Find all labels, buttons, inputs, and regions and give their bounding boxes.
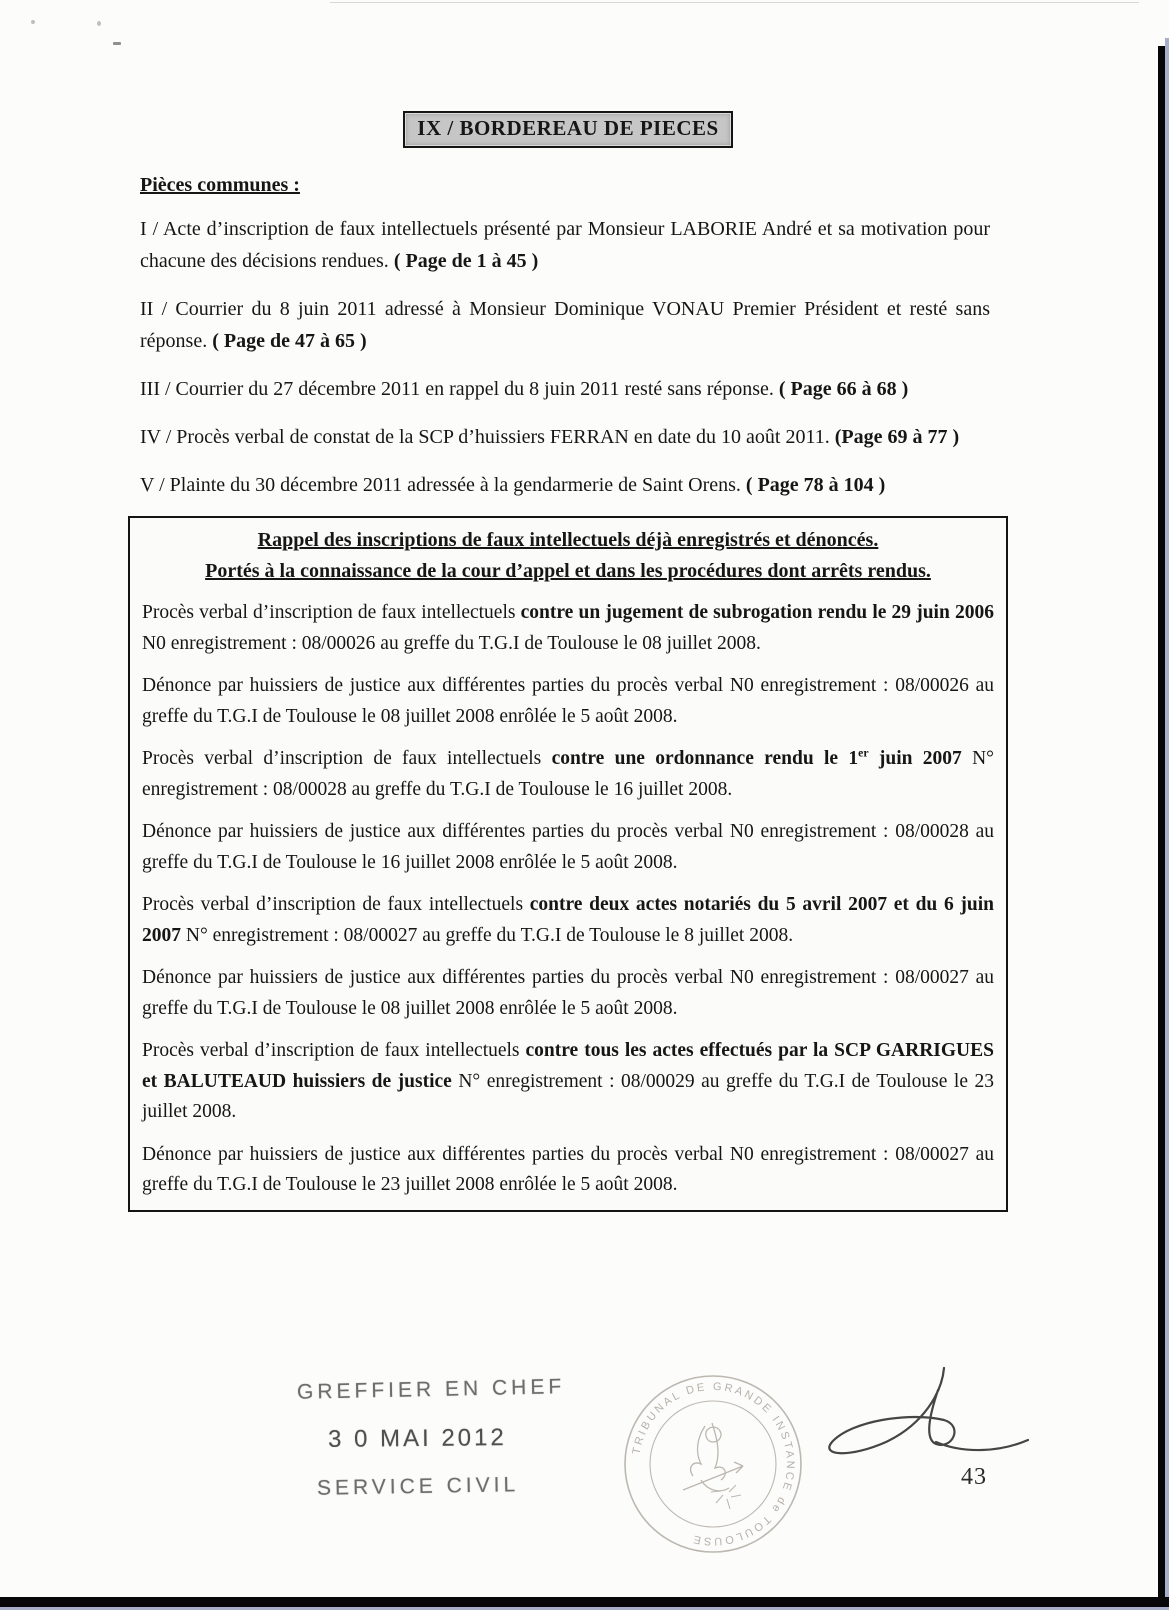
greffier-stamp-date: 3 0 MAI 2012	[327, 1424, 507, 1453]
recall-paragraph: Dénonce par huissiers de justice aux différentes parties du procès verbal N0 enregistrement : 08/00027 au greffe du T.G.I de Toulouse le 23 juillet 2008 enrôlée le 5 août 2008.	[142, 1143, 994, 1195]
recall-paragraph: Procès verbal d’inscription de faux intellectuels contre deux actes notariés du 5 avril 2007 et du 6 juin 2007 N° enregistrement : 08/00027 au greffe du T.G.I de Toulouse le 8 juillet 2008.	[142, 894, 994, 946]
scan-edge	[0, 1597, 1169, 1607]
signature-mark	[772, 1356, 1040, 1484]
document-content	[128, 0, 1008, 1212]
greffier-stamp-service: SERVICE CIVIL	[316, 1473, 520, 1500]
piece-item: V / Plainte du 30 décembre 2011 adressée à la gendarmerie de Saint Orens. ( Page 78 à 104 )	[140, 474, 886, 496]
scan-artifact	[31, 20, 35, 24]
recall-paragraph: Dénonce par huissiers de justice aux différentes parties du procès verbal N0 enregistrement : 08/00026 au greffe du T.G.I de Toulouse le 08 juillet 2008 enrôlée le 5 août 2008.	[142, 675, 994, 727]
pieces-list	[140, 213, 990, 501]
recall-paragraph: Dénonce par huissiers de justice aux différentes parties du procès verbal N0 enregistrement : 08/00028 au greffe du T.G.I de Toulouse le 16 juillet 2008 enrôlée le 5 août 2008.	[142, 821, 994, 873]
piece-item: II / Courrier du 8 juin 2011 adressé à Monsieur Dominique VONAU Premier Président et resté sans réponse. ( Page de 47 à 65 )	[140, 298, 990, 352]
piece-item: IV / Procès verbal de constat de la SCP d’huissiers FERRAN en date du 10 août 2011. (Page 69 à 77 )	[140, 426, 960, 448]
recall-heading-line1: Rappel des inscriptions de faux intellectuels déjà enregistrés et dénoncés.	[257, 529, 879, 551]
scan-artifact	[97, 21, 101, 26]
document-title: IX / BORDEREAU DE PIECES	[417, 116, 719, 140]
piece-item: III / Courrier du 27 décembre 2011 en rappel du 8 juin 2011 resté sans réponse. ( Page 66 à 68 )	[140, 378, 909, 400]
recall-heading-line2: Portés à la connaissance de la cour d’appel et dans les procédures dont arrêts rendus.	[205, 559, 931, 582]
recall-paragraph: Procès verbal d’inscription de faux intellectuels contre une ordonnance rendu le 1er juin 2007 N° enregistrement : 08/00028 au greffe du T.G.I de Toulouse le 16 juillet 2008.	[142, 746, 994, 800]
pieces-communes-heading: Pièces communes :	[140, 174, 300, 196]
document-title-box	[403, 111, 732, 148]
recall-paragraph: Procès verbal d’inscription de faux intellectuels contre tous les actes effectués par la SCP GARRIGUES et BALUTEAUD huissiers de justice N° enregistrement : 08/00029 au greffe du T.G.I de Toulouse le 23 juillet 2008.	[142, 1040, 994, 1122]
recall-box	[128, 516, 1008, 1212]
scan-edge	[1158, 46, 1165, 1597]
scan-edge	[1165, 38, 1169, 1610]
recall-paragraph: Procès verbal d’inscription de faux intellectuels contre un jugement de subrogation rendu le 29 juin 2006 N0 enregistrement : 08/00026 au greffe du T.G.I de Toulouse le 08 juillet 2008.	[142, 602, 994, 654]
tribunal-seal-text: TRIBUNAL DE GRANDE INSTANCE de TOULOUSE	[630, 1380, 797, 1548]
recall-paragraph: Dénonce par huissiers de justice aux différentes parties du procès verbal N0 enregistrement : 08/00027 au greffe du T.G.I de Toulouse le 08 juillet 2008 enrôlée le 5 août 2008.	[142, 967, 994, 1019]
greffier-stamp-title: GREFFIER EN CHEF	[296, 1375, 566, 1404]
piece-item: I / Acte d’inscription de faux intellectuels présenté par Monsieur LABORIE André et sa motivation pour chacune des décisions rendues. ( Page de 1 à 45 )	[140, 218, 990, 272]
recall-paragraphs	[142, 598, 994, 1201]
scan-artifact	[113, 42, 121, 45]
page-number: 43	[961, 1464, 987, 1490]
